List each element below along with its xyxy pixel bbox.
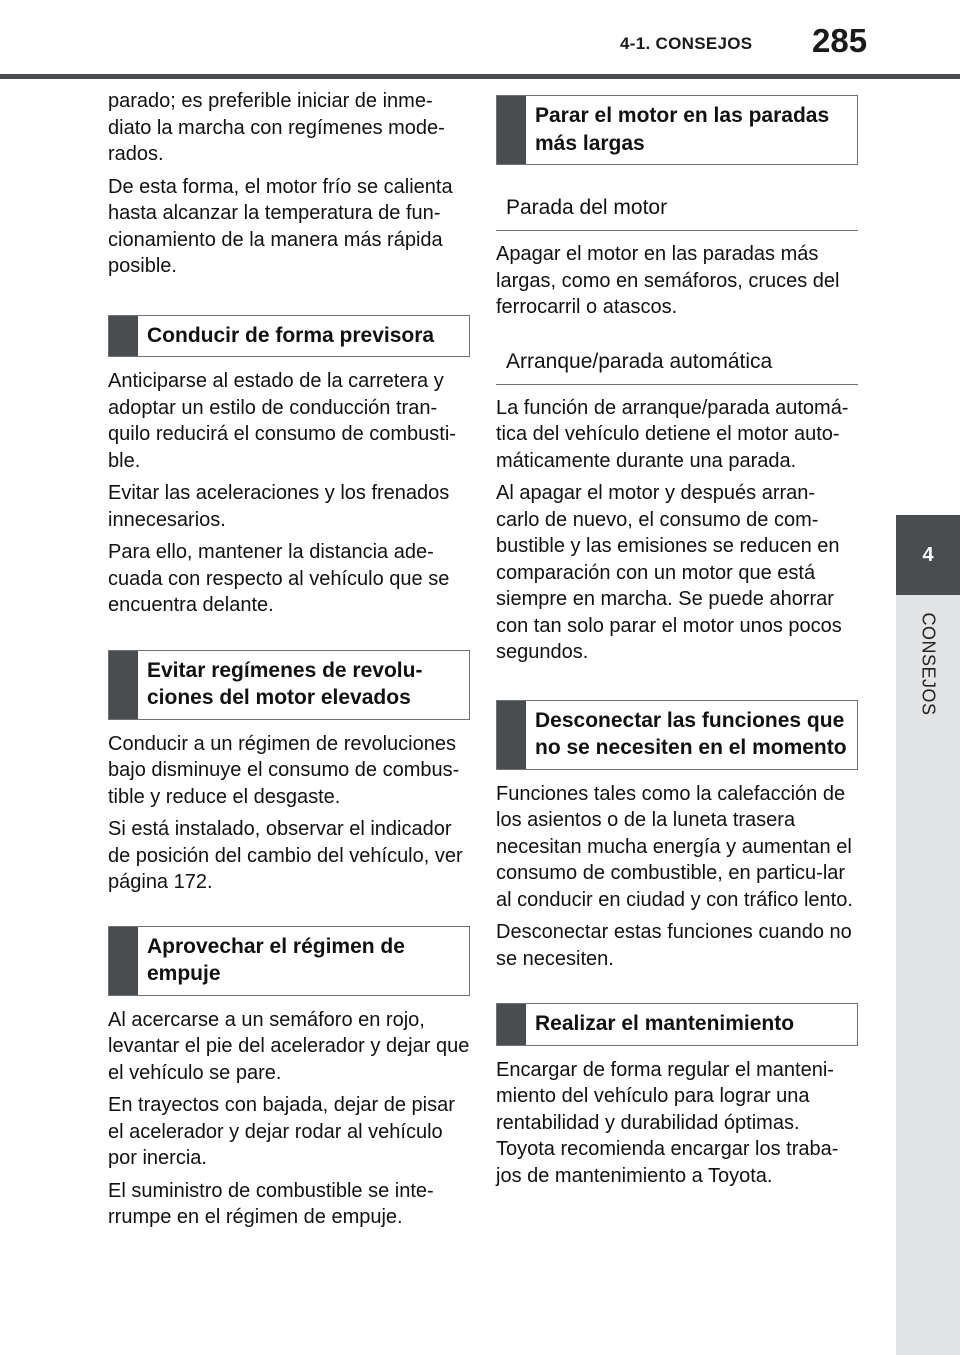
subsection-title: Parada del motor: [496, 185, 858, 231]
intro-paragraph: De esta forma, el motor frío se calienta hasta alcanzar la temperatura de fun-cionamiento de la manera más rápida posible.: [108, 175, 453, 277]
section-heading-box: [108, 926, 470, 996]
paragraph: Encargar de forma regular el manteni-miento del vehículo para lograr una rentabilidad y durabilidad óptimas. Toyota recomienda encargar los traba-jos de mantenimiento a Toyota.: [496, 1058, 839, 1187]
paragraph: Si está instalado, observar el indicador de posición del cambio del vehículo, ver página 172.: [108, 818, 463, 893]
chapter-side-label: [896, 609, 960, 719]
page-number: 285: [812, 22, 868, 59]
section-heading-box: [496, 1003, 858, 1046]
paragraph: En trayectos con bajada, dejar de pisar el acelerador y dejar rodar al vehículo por inercia.: [108, 1094, 455, 1169]
chapter-tab: [896, 515, 960, 595]
heading-marker: [109, 927, 138, 995]
paragraph: Apagar el motor en las paradas más largas, como en semáforos, cruces del ferrocarril o atascos.: [496, 243, 840, 318]
header-rule: [0, 74, 960, 79]
paragraph: Evitar las aceleraciones y los frenados innecesarios.: [108, 482, 450, 531]
section-body: [108, 731, 470, 896]
heading-marker: [109, 316, 138, 357]
subsection-title: Arranque/parada automática: [496, 339, 858, 385]
section-heading: Parar el motor en las paradas más largas: [535, 104, 830, 155]
section-body: [496, 1057, 858, 1190]
chapter-label: CONSEJOS: [918, 612, 939, 716]
section-heading-box: [108, 650, 470, 720]
heading-marker: [497, 96, 526, 164]
section-heading-box: [496, 95, 858, 165]
left-column: [108, 88, 470, 1237]
paragraph: Funciones tales como la calefacción de los asientos o de la luneta trasera necesitan mucha energía y aumentan el consumo de combustible, en particu-lar al conducir en ciudad y con tráfico lento.: [496, 782, 853, 911]
section-heading: Realizar el mantenimiento: [535, 1012, 795, 1035]
paragraph: Desconectar estas funciones cuando no se necesiten.: [496, 921, 852, 970]
paragraph: Al acercarse a un semáforo en rojo, levantar el pie del acelerador y dejar que el vehículo se pare.: [108, 1008, 470, 1084]
section-body: [108, 1007, 470, 1231]
running-header-section: 4-1. CONSEJOS: [620, 34, 753, 53]
chapter-number: 4: [922, 543, 934, 566]
subsection-body: [496, 395, 858, 666]
right-column: [496, 95, 858, 1195]
subsection-body: [496, 241, 858, 321]
section-heading: Conducir de forma previsora: [147, 323, 435, 347]
section-heading: Desconectar las funciones que no se necesiten en el momento: [535, 708, 847, 759]
paragraph: El suministro de combustible se inte-rrumpe en el régimen de empuje.: [108, 1179, 434, 1228]
section-body: [108, 368, 470, 619]
section-body: [496, 781, 858, 973]
paragraph: Conducir a un régimen de revoluciones bajo disminuye el consumo de combus-tible y reduce el desgaste.: [108, 732, 460, 808]
heading-marker: [497, 1004, 526, 1045]
intro-paragraph: parado; es preferible iniciar de inme-diato la marcha con regímenes mode-rados.: [108, 90, 445, 165]
section-heading: Evitar regímenes de revolu-ciones del motor elevados: [147, 658, 423, 709]
section-heading-box: [108, 315, 470, 358]
paragraph: Anticiparse al estado de la carretera y adoptar un estilo de conducción tran-quilo reducirá el consumo de combusti-ble.: [108, 370, 456, 472]
heading-marker: [109, 651, 138, 719]
paragraph: Para ello, mantener la distancia ade-cuada con respecto al vehículo que se encuentra delante.: [108, 541, 450, 616]
section-heading: Aprovechar el régimen de empuje: [147, 934, 405, 985]
paragraph: La función de arranque/parada automá-tica del vehículo detiene el motor auto-máticamente durante una parada.: [496, 396, 849, 472]
paragraph: Al apagar el motor y después arran-carlo de nuevo, el consumo de com-bustible y las emisiones se reducen en comparación con un motor que está siempre en marcha. Se puede ahorrar con tan solo parar el motor unos pocos segundos.: [496, 482, 842, 663]
heading-marker: [497, 701, 526, 769]
section-heading-box: [496, 700, 858, 770]
